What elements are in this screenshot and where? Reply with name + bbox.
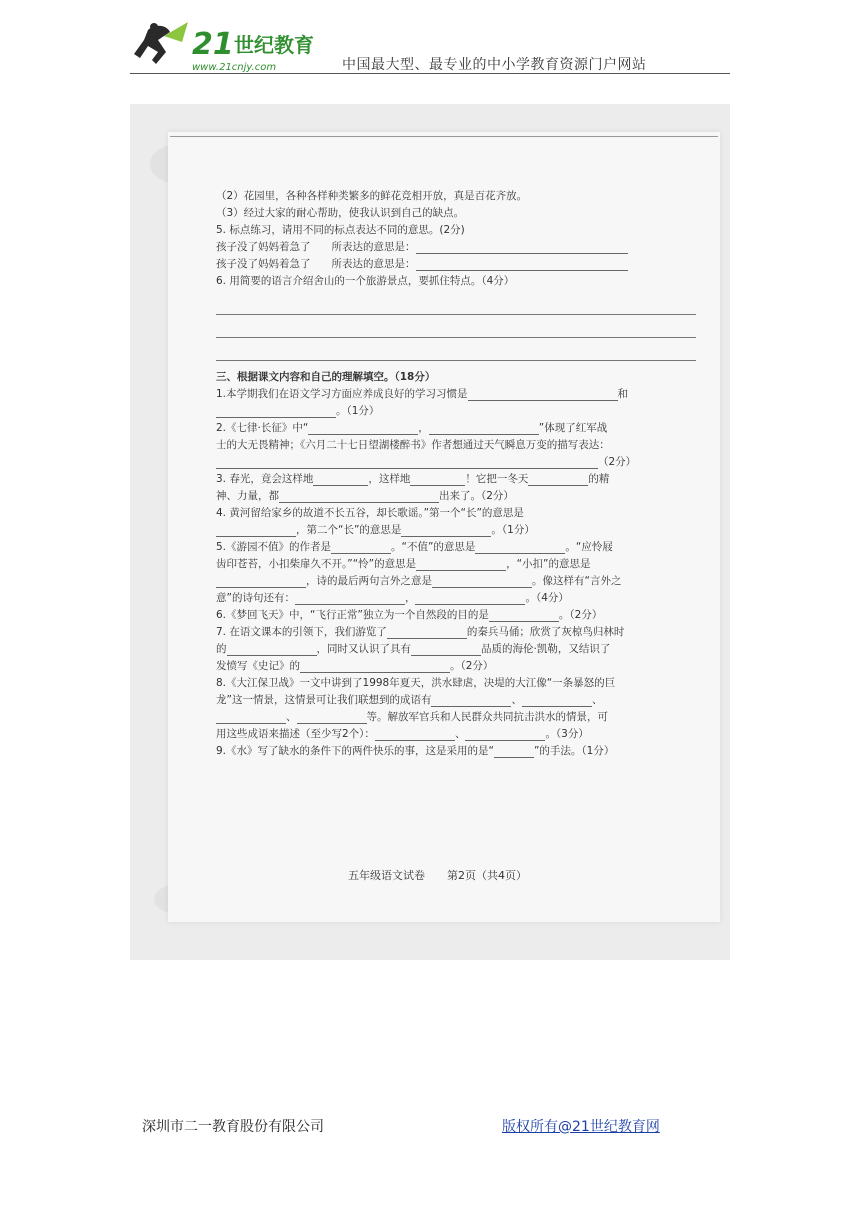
header-divider (130, 73, 730, 74)
svg-text:www.21cnjy.com: www.21cnjy.com (192, 62, 277, 73)
exam-line: 孩子没了妈妈着急了 所表达的意思是： (216, 241, 696, 258)
exam-line: 2.《七律·长征》中“ ， ”体现了红军战 (216, 422, 608, 434)
exam-line: 1.本学期我们在语文学习方面应养成良好的学习习惯是 和 (216, 388, 629, 400)
exam-line: 4. 黄河留给家乡的故道不长五谷，却长歌谣。”第一个“长”的意思是 (216, 507, 524, 519)
exam-line: 9.《水》写了缺水的条件下的两件快乐的事，这是采用的是“ ”的手法。（1分） (216, 745, 615, 757)
exam-line: ，诗的最后两句言外之意是 。像这样有“言外之 (216, 575, 696, 592)
exam-line: 5.《游园不值》的作者是 。“不值”的意思是 。“应怜屐 (216, 541, 613, 553)
exam-line: 6.《梦回飞天》中，“飞行正常”独立为一个自然段的目的是 。（2分） (216, 609, 603, 621)
exam-line: 意”的诗句还有： ， 。（4分） (216, 592, 569, 604)
exam-line: 8.《大江保卫战》一文中讲到了1998年夏天，洪水肆虐，决堤的大江像“一条暴怒的巨 (216, 677, 616, 689)
exam-content (216, 190, 696, 762)
exam-paper (168, 132, 720, 922)
exam-line: 齿印苍苔，小扣柴扉久不开。”“怜”的意思是 ，“小扣”的意思是 (216, 558, 591, 570)
company-name: 深圳市二一教育股份有限公司 (142, 1119, 324, 1135)
section-title: 三、根据课文内容和自己的理解填空。（18分） (216, 371, 436, 383)
paper-top-rule (170, 136, 718, 137)
exam-line: 发愤写《史记》的 。（2分） (216, 660, 494, 672)
exam-line: （2）花园里，各种各样种类繁多的鲜花竞相开放，真是百花齐放。 (216, 190, 528, 202)
site-logo (130, 18, 330, 74)
exam-line: 龙”这一情景，这情景可让我们联想到的成语有 、 、 (216, 694, 603, 706)
exam-line: 7. 在语文课本的引领下，我们游览了 的秦兵马俑；欣赏了灰椋鸟归林时 (216, 626, 625, 638)
exam-line: ，第二个“长”的意思是 。（1分） (216, 524, 696, 541)
exam-line: 士的大无畏精神；《六月二十七日望湖楼醉书》作者想通过天气瞬息万变的描写表达： (216, 439, 610, 451)
exam-line: 6. 用简要的语言介绍舍山的一个旅游景点，要抓住特点。（4分） (216, 275, 515, 287)
exam-line: 、 等。解放军官兵和人民群众共同抗击洪水的情景，可 (216, 711, 696, 728)
scanned-exam-page (130, 104, 730, 960)
exam-page-footer: 五年级语文试卷 第2页（共4页） (348, 869, 527, 882)
exam-line: 3. 春光，竟会这样地 ，这样地 ！它把一冬天 的精 (216, 473, 610, 485)
exam-line: （3）经过大家的耐心帮助，使我认识到自己的缺点。 (216, 207, 465, 219)
exam-line: 孩子没了妈妈着急了 所表达的意思是： (216, 258, 696, 275)
exam-line: 5. 标点练习，请用不同的标点表达不同的意思。(2分) (216, 224, 465, 236)
exam-line: （2分） (216, 456, 696, 473)
exam-line: 的 ，同时又认识了具有 品质的海伦·凯勒，又结识了 (216, 643, 611, 655)
copyright-link[interactable]: 版权所有@21世纪教育网 (502, 1119, 660, 1135)
svg-text:世纪教育: 世纪教育 (234, 33, 314, 57)
exam-line: 用这些成语来描述（至少写2个）： 、 。（3分） (216, 728, 589, 740)
exam-line: 神、力量，都 出来了。（2分） (216, 490, 514, 502)
exam-line: 。（1分） (216, 405, 696, 422)
svg-text:21: 21 (192, 27, 234, 62)
site-header (130, 18, 730, 76)
site-tagline: 中国最大型、最专业的中小学教育资源门户网站 (342, 57, 647, 73)
